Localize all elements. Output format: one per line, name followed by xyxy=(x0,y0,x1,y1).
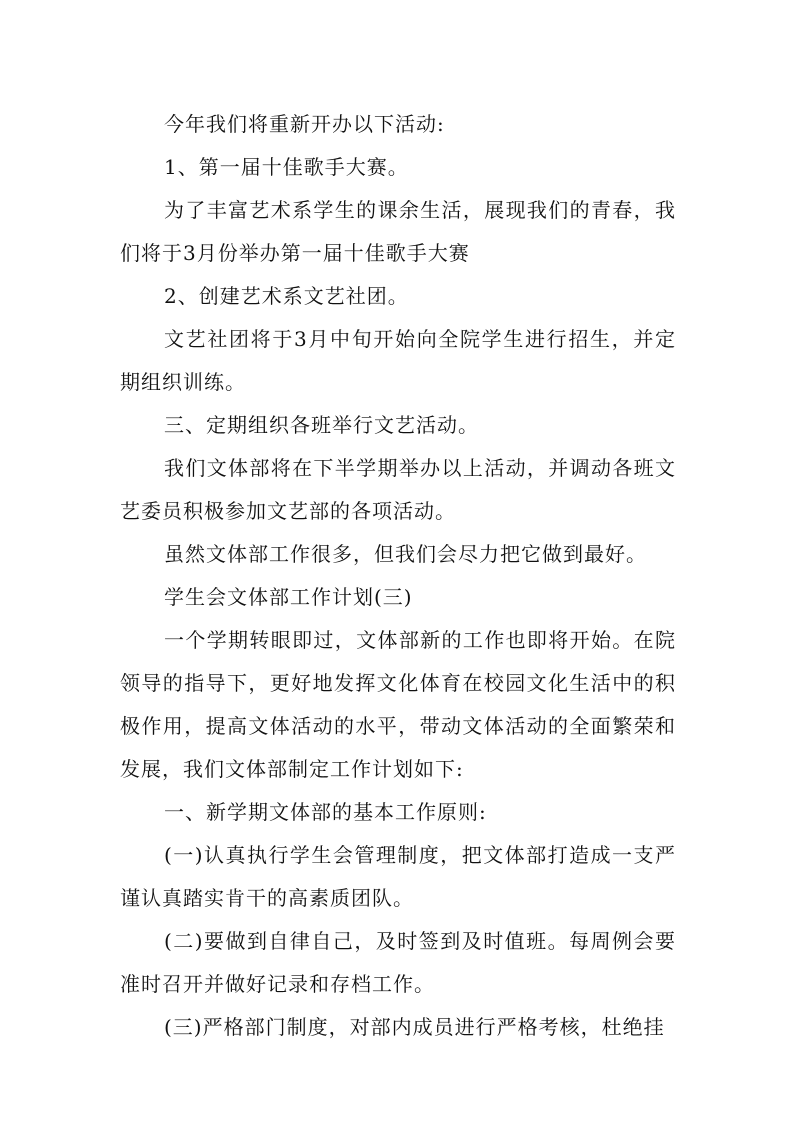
paragraph-overview: 一个学期转眼即过，文体部新的工作也即将开始。在院领导的指导下，更好地发挥文化体育在校园文化生活中的积极作用，提高文体活动的水平，带动文体活动的全面繁荣和发展，我们文体部制定工作计划如下: xyxy=(120,628,676,781)
paragraph-conclusion: 虽然文体部工作很多，但我们会尽力把它做到最好。 xyxy=(164,542,647,566)
paragraph-principle-3: (三)严格部门制度，对部内成员进行严格考核，杜绝挂 xyxy=(164,1015,665,1039)
paragraph-item-3: 三、定期组织各班举行文艺活动。 xyxy=(164,413,479,437)
paragraph-principle-1: (一)认真执行学生会管理制度，把文体部打造成一支严谨认真踏实肯干的高素质团队。 xyxy=(120,843,676,910)
paragraph-item-2: 2、创建艺术系文艺社团。 xyxy=(164,284,409,308)
paragraph-singer-contest: 为了丰富艺术系学生的课余生活，展现我们的青春，我们将于3月份举办第一届十佳歌手大赛 xyxy=(120,198,676,265)
paragraph-activities: 我们文体部将在下半学期举办以上活动，并调动各班文艺委员积极参加文艺部的各项活动。 xyxy=(120,456,676,523)
paragraph-intro: 今年我们将重新开办以下活动: xyxy=(164,112,445,136)
section-heading: 学生会文体部工作计划(三) xyxy=(164,585,413,609)
paragraph-item-1: 1、第一届十佳歌手大赛。 xyxy=(164,155,409,179)
paragraph-art-club: 文艺社团将于3月中旬开始向全院学生进行招生，并定期组织训练。 xyxy=(120,327,676,394)
document-body xyxy=(120,103,676,1049)
paragraph-principle-2: (二)要做到自律自己，及时签到及时值班。每周例会要准时召开并做好记录和存档工作。 xyxy=(120,929,676,996)
paragraph-principles-heading: 一、新学期文体部的基本工作原则: xyxy=(164,800,487,824)
